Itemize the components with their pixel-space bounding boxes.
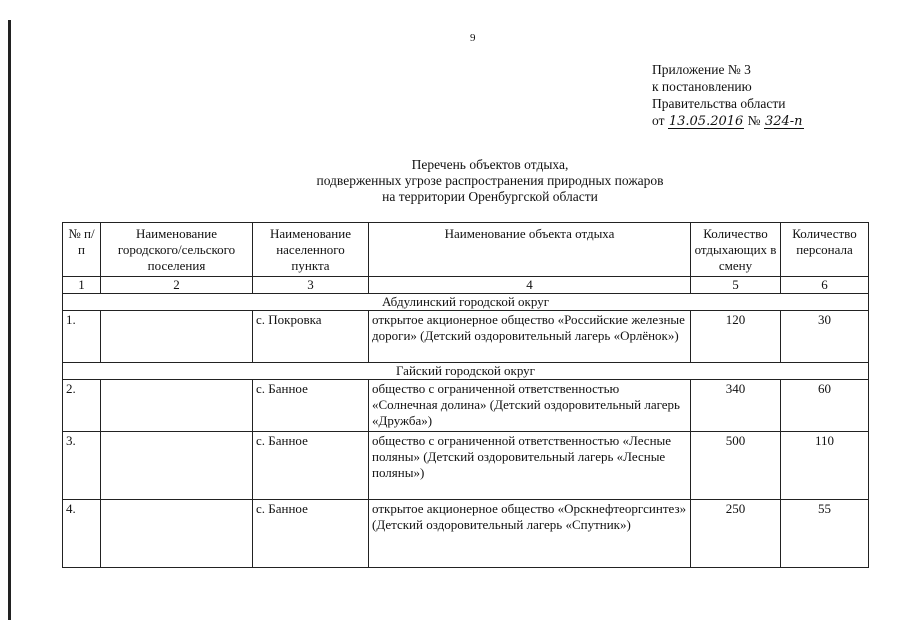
row-settlement xyxy=(101,311,253,363)
handwritten-date: 13.05.2016 xyxy=(668,114,744,129)
appendix-line-1: Приложение № 3 xyxy=(652,62,751,77)
appendix-block xyxy=(652,61,804,129)
group-heading-row xyxy=(63,294,869,311)
row-number: 3. xyxy=(63,432,101,500)
row-guests: 120 xyxy=(691,311,781,363)
row-object: общество с ограниченной ответственностью «Лесные поляны» (Детский оздоровительный лагерь «Лесные поляны») xyxy=(369,432,691,500)
row-settlement xyxy=(101,432,253,500)
header-guests: Количество отдыхающих в смену xyxy=(691,223,781,277)
row-object: открытое акционерное общество «Орскнефтеоргсинтез» (Детский оздоровительный лагерь «Спутник») xyxy=(369,500,691,568)
row-staff: 30 xyxy=(781,311,869,363)
column-number: 2 xyxy=(101,277,253,294)
table-row xyxy=(63,380,869,432)
table-header-row xyxy=(63,223,869,277)
row-guests: 500 xyxy=(691,432,781,500)
row-locality: с. Покровка xyxy=(253,311,369,363)
appendix-line-2: к постановлению xyxy=(652,79,752,94)
column-number: 1 xyxy=(63,277,101,294)
handwritten-number: 324-п xyxy=(764,114,803,129)
row-staff: 55 xyxy=(781,500,869,568)
row-number: 4. xyxy=(63,500,101,568)
column-number: 6 xyxy=(781,277,869,294)
row-guests: 250 xyxy=(691,500,781,568)
row-locality: с. Банное xyxy=(253,432,369,500)
table-row xyxy=(63,311,869,363)
title-line-1: Перечень объектов отдыха, xyxy=(411,157,569,172)
table-row xyxy=(63,500,869,568)
group-heading: Гайский городской округ xyxy=(63,363,869,380)
table-row xyxy=(63,432,869,500)
document-title xyxy=(240,157,740,205)
appendix-date-line xyxy=(652,112,804,129)
header-settlement: Наименование городского/сельского поселения xyxy=(101,223,253,277)
page-number: 9 xyxy=(470,32,476,44)
row-guests: 340 xyxy=(691,380,781,432)
row-staff: 110 xyxy=(781,432,869,500)
header-object: Наименование объекта отдыха xyxy=(369,223,691,277)
column-number: 5 xyxy=(691,277,781,294)
header-number: № п/п xyxy=(63,223,101,277)
appendix-line-3: Правительства области xyxy=(652,96,786,111)
header-locality: Наименование населенного пункта xyxy=(253,223,369,277)
group-heading: Абдулинский городской округ xyxy=(63,294,869,311)
row-locality: с. Банное xyxy=(253,380,369,432)
row-object: открытое акционерное общество «Российские железные дороги» (Детский оздоровительный лагерь «Орлёнок») xyxy=(369,311,691,363)
row-staff: 60 xyxy=(781,380,869,432)
column-number: 4 xyxy=(369,277,691,294)
group-heading-row xyxy=(63,363,869,380)
title-line-3: на территории Оренбургской области xyxy=(382,189,598,204)
row-locality: с. Банное xyxy=(253,500,369,568)
page-edge-shadow xyxy=(8,20,11,620)
number-label: № xyxy=(747,113,761,128)
from-label: от xyxy=(652,113,665,128)
row-settlement xyxy=(101,380,253,432)
title-line-2: подверженных угрозе распространения природных пожаров xyxy=(316,173,664,188)
row-number: 2. xyxy=(63,380,101,432)
column-number-row xyxy=(63,277,869,294)
row-object: общество с ограниченной ответственностью «Солнечная долина» (Детский оздоровительный лагерь «Дружба») xyxy=(369,380,691,432)
row-settlement xyxy=(101,500,253,568)
column-number: 3 xyxy=(253,277,369,294)
header-staff: Количество персонала xyxy=(781,223,869,277)
row-number: 1. xyxy=(63,311,101,363)
recreation-objects-table xyxy=(62,222,869,568)
